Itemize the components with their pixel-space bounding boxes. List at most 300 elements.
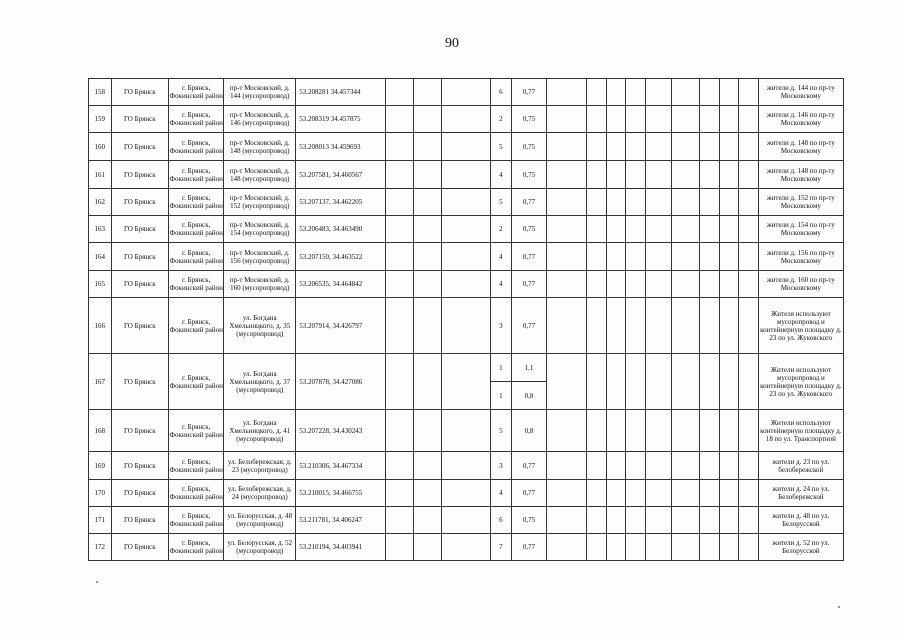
- empty-cell: [587, 298, 606, 354]
- coordinates-cell: 53.208319 34.457875: [296, 106, 386, 133]
- district-cell: г. Брянск, Фокинский район: [169, 79, 224, 106]
- empty-cell: [739, 534, 758, 561]
- coordinates-cell: 53.210306, 34.467334: [296, 452, 386, 480]
- address-cell: пр-т Московский, д. 148 (мусоропровод): [224, 161, 296, 189]
- empty-cell: [587, 189, 606, 216]
- empty-cell: [587, 133, 606, 161]
- coordinates-cell: 53.210194, 34.403941: [296, 534, 386, 561]
- empty-cell: [441, 79, 490, 106]
- row-number: 164: [89, 243, 112, 271]
- empty-cell: [386, 298, 414, 354]
- empty-cell: [671, 507, 700, 534]
- empty-cell: [626, 271, 645, 298]
- waste-sites-table: [88, 78, 844, 561]
- empty-cell: [671, 534, 700, 561]
- empty-cell: [441, 216, 490, 243]
- coordinates-cell: 53.210015, 34.466755: [296, 480, 386, 507]
- empty-cell: [386, 79, 414, 106]
- empty-cell: [386, 189, 414, 216]
- empty-cell: [547, 243, 587, 271]
- row-number: 161: [89, 161, 112, 189]
- empty-cell: [414, 106, 442, 133]
- empty-cell: [587, 79, 606, 106]
- empty-cell: [719, 79, 738, 106]
- container-volume-cell: 0,75: [511, 507, 547, 534]
- empty-cell: [739, 354, 758, 410]
- empty-cell: [606, 161, 625, 189]
- table-row: [89, 298, 844, 354]
- residents-note-cell: жители д. 148 по пр-ту Московскому: [758, 161, 843, 189]
- empty-cell: [547, 106, 587, 133]
- empty-cell: [386, 507, 414, 534]
- residents-note-cell: жители д. 154 по пр-ту Московскому: [758, 216, 843, 243]
- address-cell: пр-т Московский, д. 156 (мусоропровод): [224, 243, 296, 271]
- table-row: [89, 410, 844, 452]
- empty-cell: [386, 161, 414, 189]
- municipality-cell: ГО Брянск: [111, 480, 168, 507]
- empty-cell: [587, 354, 606, 410]
- coordinates-cell: 53.207228, 34.430243: [296, 410, 386, 452]
- empty-cell: [606, 410, 625, 452]
- district-cell: г. Брянск, Фокинский район: [169, 354, 224, 410]
- district-cell: г. Брянск, Фокинский район: [169, 189, 224, 216]
- empty-cell: [386, 243, 414, 271]
- row-number: 170: [89, 480, 112, 507]
- scan-speck: [838, 606, 840, 608]
- empty-cell: [719, 189, 738, 216]
- empty-cell: [739, 452, 758, 480]
- municipality-cell: ГО Брянск: [111, 133, 168, 161]
- empty-cell: [441, 243, 490, 271]
- municipality-cell: ГО Брянск: [111, 189, 168, 216]
- empty-cell: [700, 354, 719, 410]
- empty-cell: [414, 133, 442, 161]
- table-row: [89, 243, 844, 271]
- row-number: 162: [89, 189, 112, 216]
- residents-note-cell: Жители используют мусоропровод и контейнерную площадку д. 23 по ул. Жуковского: [758, 354, 843, 410]
- municipality-cell: ГО Брянск: [111, 243, 168, 271]
- container-volume-cell: 1,1: [511, 354, 547, 382]
- container-count-cell: 3: [491, 298, 512, 354]
- empty-cell: [414, 271, 442, 298]
- empty-cell: [587, 534, 606, 561]
- empty-cell: [719, 161, 738, 189]
- table-row: [89, 106, 844, 133]
- empty-cell: [441, 410, 490, 452]
- empty-cell: [739, 298, 758, 354]
- container-volume-cell: 0,77: [511, 298, 547, 354]
- municipality-cell: ГО Брянск: [111, 216, 168, 243]
- empty-cell: [700, 133, 719, 161]
- empty-cell: [587, 507, 606, 534]
- empty-cell: [547, 298, 587, 354]
- coordinates-cell: 53.207581, 34.460567: [296, 161, 386, 189]
- address-cell: пр-т Московский, д. 144 (мусоропровод): [224, 79, 296, 106]
- empty-cell: [606, 243, 625, 271]
- empty-cell: [645, 271, 671, 298]
- empty-cell: [441, 161, 490, 189]
- coordinates-cell: 53.207137, 34.462205: [296, 189, 386, 216]
- empty-cell: [671, 216, 700, 243]
- empty-cell: [606, 271, 625, 298]
- empty-cell: [386, 480, 414, 507]
- empty-cell: [606, 133, 625, 161]
- address-cell: ул. Богдана Хмельницкого, д. 37 (мусоропровод): [224, 354, 296, 410]
- empty-cell: [700, 534, 719, 561]
- table-row: [89, 354, 844, 382]
- empty-cell: [441, 452, 490, 480]
- residents-note-cell: Жителя используют мусоропровод и контейнерную площадку д. 23 по ул. Жуковского: [758, 298, 843, 354]
- empty-cell: [645, 410, 671, 452]
- row-number: 165: [89, 271, 112, 298]
- empty-cell: [386, 354, 414, 410]
- scan-speck: [96, 581, 98, 583]
- address-cell: ул. Белобережская, д. 24 (мусоропровод): [224, 480, 296, 507]
- empty-cell: [645, 452, 671, 480]
- empty-cell: [606, 216, 625, 243]
- table-row: [89, 271, 844, 298]
- container-volume-cell: 0,75: [511, 161, 547, 189]
- table-row: [89, 189, 844, 216]
- empty-cell: [739, 243, 758, 271]
- coordinates-cell: 53.207878, 34.427086: [296, 354, 386, 410]
- empty-cell: [414, 216, 442, 243]
- empty-cell: [645, 534, 671, 561]
- empty-cell: [547, 271, 587, 298]
- container-volume-cell: 0,75: [511, 106, 547, 133]
- empty-cell: [587, 480, 606, 507]
- residents-note-cell: жители д. 152 по пр-ту Московскому: [758, 189, 843, 216]
- empty-cell: [739, 161, 758, 189]
- district-cell: г. Брянск, Фокинский район: [169, 507, 224, 534]
- empty-cell: [739, 480, 758, 507]
- empty-cell: [700, 452, 719, 480]
- address-cell: пр-т Московский, д. 146 (мусоропровод): [224, 106, 296, 133]
- row-number: 167: [89, 354, 112, 410]
- container-count-cell: 3: [491, 452, 512, 480]
- empty-cell: [547, 480, 587, 507]
- empty-cell: [645, 480, 671, 507]
- table-row: [89, 133, 844, 161]
- empty-cell: [626, 452, 645, 480]
- empty-cell: [671, 106, 700, 133]
- residents-note-cell: Жители используют контейнерную площадку д. 18 по ул. Транспортной: [758, 410, 843, 452]
- container-count-cell: 5: [491, 133, 512, 161]
- empty-cell: [441, 507, 490, 534]
- empty-cell: [626, 507, 645, 534]
- container-count-cell: 6: [491, 507, 512, 534]
- row-number: 168: [89, 410, 112, 452]
- container-volume-cell: 0,8: [511, 382, 547, 410]
- empty-cell: [587, 452, 606, 480]
- empty-cell: [645, 106, 671, 133]
- empty-cell: [606, 79, 625, 106]
- residents-note-cell: жители д. 23 по ул. белобережской: [758, 452, 843, 480]
- empty-cell: [719, 534, 738, 561]
- district-cell: г. Брянск, Фокинский район: [169, 161, 224, 189]
- empty-cell: [606, 507, 625, 534]
- table-row: [89, 480, 844, 507]
- empty-cell: [414, 161, 442, 189]
- empty-cell: [700, 161, 719, 189]
- empty-cell: [626, 216, 645, 243]
- empty-cell: [386, 534, 414, 561]
- empty-cell: [414, 507, 442, 534]
- address-cell: ул. Белобережская, д. 23 (мусоропровод): [224, 452, 296, 480]
- empty-cell: [645, 79, 671, 106]
- empty-cell: [671, 271, 700, 298]
- empty-cell: [700, 298, 719, 354]
- container-volume-cell: 0,77: [511, 452, 547, 480]
- district-cell: г. Брянск, Фокинский район: [169, 480, 224, 507]
- empty-cell: [587, 271, 606, 298]
- empty-cell: [547, 133, 587, 161]
- empty-cell: [414, 243, 442, 271]
- row-number: 172: [89, 534, 112, 561]
- container-volume-cell: 0,8: [511, 410, 547, 452]
- empty-cell: [700, 243, 719, 271]
- empty-cell: [719, 243, 738, 271]
- empty-cell: [739, 271, 758, 298]
- empty-cell: [386, 133, 414, 161]
- container-count-cell: 5: [491, 189, 512, 216]
- district-cell: г. Брянск, Фокинский район: [169, 216, 224, 243]
- empty-cell: [700, 271, 719, 298]
- empty-cell: [700, 507, 719, 534]
- empty-cell: [414, 452, 442, 480]
- row-number: 159: [89, 106, 112, 133]
- empty-cell: [587, 243, 606, 271]
- empty-cell: [414, 534, 442, 561]
- district-cell: г. Брянск, Фокинский район: [169, 298, 224, 354]
- municipality-cell: ГО Брянск: [111, 534, 168, 561]
- empty-cell: [626, 534, 645, 561]
- address-cell: пр-т Московский, д. 154 (мусоропровод): [224, 216, 296, 243]
- table-row: [89, 534, 844, 561]
- container-volume-cell: 0,77: [511, 243, 547, 271]
- address-cell: ул. Белорусская, д. 52 (мусоропровод): [224, 534, 296, 561]
- container-count-cell: 2: [491, 106, 512, 133]
- municipality-cell: ГО Брянск: [111, 452, 168, 480]
- empty-cell: [547, 79, 587, 106]
- empty-cell: [606, 189, 625, 216]
- empty-cell: [626, 106, 645, 133]
- empty-cell: [414, 79, 442, 106]
- empty-cell: [626, 410, 645, 452]
- container-count-cell: 1: [491, 382, 512, 410]
- empty-cell: [606, 480, 625, 507]
- empty-cell: [719, 271, 738, 298]
- empty-cell: [547, 452, 587, 480]
- address-cell: пр-т Московский, д. 160 (мусоропровод): [224, 271, 296, 298]
- empty-cell: [645, 507, 671, 534]
- empty-cell: [606, 106, 625, 133]
- empty-cell: [700, 480, 719, 507]
- empty-cell: [414, 189, 442, 216]
- empty-cell: [719, 410, 738, 452]
- empty-cell: [547, 189, 587, 216]
- address-cell: пр-т Московский, д. 152 (мусоропровод): [224, 189, 296, 216]
- empty-cell: [700, 189, 719, 216]
- coordinates-cell: 53.207914, 34.426797: [296, 298, 386, 354]
- empty-cell: [626, 133, 645, 161]
- empty-cell: [671, 243, 700, 271]
- table-row: [89, 79, 844, 106]
- empty-cell: [671, 480, 700, 507]
- empty-cell: [414, 298, 442, 354]
- district-cell: г. Брянск, Фокинский район: [169, 271, 224, 298]
- residents-note-cell: жители д. 148 по пр-ту Московскому: [758, 133, 843, 161]
- empty-cell: [645, 354, 671, 410]
- container-count-cell: 7: [491, 534, 512, 561]
- empty-cell: [671, 79, 700, 106]
- row-number: 169: [89, 452, 112, 480]
- residents-note-cell: жители д. 144 по пр-ту Московскому: [758, 79, 843, 106]
- address-cell: ул. Богдана Хмельницкого, д. 41 (мусоропровод): [224, 410, 296, 452]
- empty-cell: [700, 216, 719, 243]
- residents-note-cell: жители д. 156 по пр-ту Московскому: [758, 243, 843, 271]
- empty-cell: [719, 106, 738, 133]
- empty-cell: [739, 79, 758, 106]
- container-volume-cell: 0,77: [511, 189, 547, 216]
- empty-cell: [719, 216, 738, 243]
- empty-cell: [645, 216, 671, 243]
- empty-cell: [386, 216, 414, 243]
- empty-cell: [626, 243, 645, 271]
- empty-cell: [719, 507, 738, 534]
- empty-cell: [606, 298, 625, 354]
- empty-cell: [671, 410, 700, 452]
- district-cell: г. Брянск, Фокинский район: [169, 452, 224, 480]
- empty-cell: [587, 216, 606, 243]
- empty-cell: [645, 243, 671, 271]
- empty-cell: [626, 161, 645, 189]
- page-number: 90: [445, 36, 459, 51]
- empty-cell: [700, 410, 719, 452]
- empty-cell: [547, 410, 587, 452]
- empty-cell: [547, 216, 587, 243]
- row-number: 158: [89, 79, 112, 106]
- coordinates-cell: 53.207150, 34.463522: [296, 243, 386, 271]
- empty-cell: [441, 133, 490, 161]
- container-count-cell: 4: [491, 480, 512, 507]
- empty-cell: [719, 133, 738, 161]
- empty-cell: [441, 354, 490, 410]
- empty-cell: [719, 480, 738, 507]
- row-number: 166: [89, 298, 112, 354]
- empty-cell: [441, 534, 490, 561]
- table-row: [89, 507, 844, 534]
- empty-cell: [386, 106, 414, 133]
- coordinates-cell: 53.206483, 34.463490: [296, 216, 386, 243]
- empty-cell: [739, 507, 758, 534]
- empty-cell: [626, 298, 645, 354]
- coordinates-cell: 53.206535, 34.464842: [296, 271, 386, 298]
- container-count-cell: 5: [491, 410, 512, 452]
- municipality-cell: ГО Брянск: [111, 79, 168, 106]
- empty-cell: [671, 452, 700, 480]
- container-count-cell: 2: [491, 216, 512, 243]
- empty-cell: [645, 189, 671, 216]
- municipality-cell: ГО Брянск: [111, 410, 168, 452]
- municipality-cell: ГО Брянск: [111, 507, 168, 534]
- district-cell: г. Брянск, Фокинский район: [169, 243, 224, 271]
- empty-cell: [645, 133, 671, 161]
- empty-cell: [719, 452, 738, 480]
- empty-cell: [386, 271, 414, 298]
- coordinates-cell: 53.208281 34.457344: [296, 79, 386, 106]
- district-cell: г. Брянск, Фокинский район: [169, 106, 224, 133]
- empty-cell: [700, 79, 719, 106]
- container-count-cell: 6: [491, 79, 512, 106]
- container-volume-cell: 0,77: [511, 534, 547, 561]
- empty-cell: [414, 480, 442, 507]
- coordinates-cell: 53.211781, 34.406247: [296, 507, 386, 534]
- container-volume-cell: 0,77: [511, 480, 547, 507]
- address-cell: пр-т Московский, д. 148 (мусоропровод): [224, 133, 296, 161]
- container-count-cell: 4: [491, 243, 512, 271]
- empty-cell: [739, 410, 758, 452]
- district-cell: г. Брянск, Фокинский район: [169, 534, 224, 561]
- empty-cell: [645, 298, 671, 354]
- container-count-cell: 1: [491, 354, 512, 382]
- residents-note-cell: жители д. 48 по ул. Белорусской: [758, 507, 843, 534]
- empty-cell: [441, 480, 490, 507]
- municipality-cell: ГО Брянск: [111, 298, 168, 354]
- empty-cell: [671, 354, 700, 410]
- municipality-cell: ГО Брянск: [111, 354, 168, 410]
- container-volume-cell: 0,77: [511, 271, 547, 298]
- table-row: [89, 452, 844, 480]
- municipality-cell: ГО Брянск: [111, 161, 168, 189]
- empty-cell: [739, 133, 758, 161]
- empty-cell: [606, 354, 625, 410]
- table-row: [89, 161, 844, 189]
- empty-cell: [547, 507, 587, 534]
- empty-cell: [414, 410, 442, 452]
- residents-note-cell: жители д. 52 по ул. Белорусской: [758, 534, 843, 561]
- residents-note-cell: жители д. 146 по пр-ту Московскому: [758, 106, 843, 133]
- municipality-cell: ГО Брянск: [111, 271, 168, 298]
- empty-cell: [719, 298, 738, 354]
- empty-cell: [606, 452, 625, 480]
- container-volume-cell: 0,77: [511, 79, 547, 106]
- container-count-cell: 4: [491, 161, 512, 189]
- empty-cell: [414, 354, 442, 410]
- empty-cell: [671, 298, 700, 354]
- empty-cell: [671, 189, 700, 216]
- district-cell: г. Брянск, Фокинский район: [169, 133, 224, 161]
- empty-cell: [626, 480, 645, 507]
- empty-cell: [626, 354, 645, 410]
- empty-cell: [719, 354, 738, 410]
- container-volume-cell: 0,75: [511, 216, 547, 243]
- empty-cell: [386, 410, 414, 452]
- empty-cell: [386, 452, 414, 480]
- empty-cell: [547, 161, 587, 189]
- row-number: 160: [89, 133, 112, 161]
- empty-cell: [441, 106, 490, 133]
- address-cell: ул. Белорусская, д. 48 (мусоропровод): [224, 507, 296, 534]
- empty-cell: [587, 410, 606, 452]
- empty-cell: [700, 106, 719, 133]
- empty-cell: [441, 271, 490, 298]
- address-cell: ул. Богдана Хмельницкого, д. 35 (мусоропровод): [224, 298, 296, 354]
- empty-cell: [441, 298, 490, 354]
- empty-cell: [671, 133, 700, 161]
- empty-cell: [606, 534, 625, 561]
- container-volume-cell: 0,75: [511, 133, 547, 161]
